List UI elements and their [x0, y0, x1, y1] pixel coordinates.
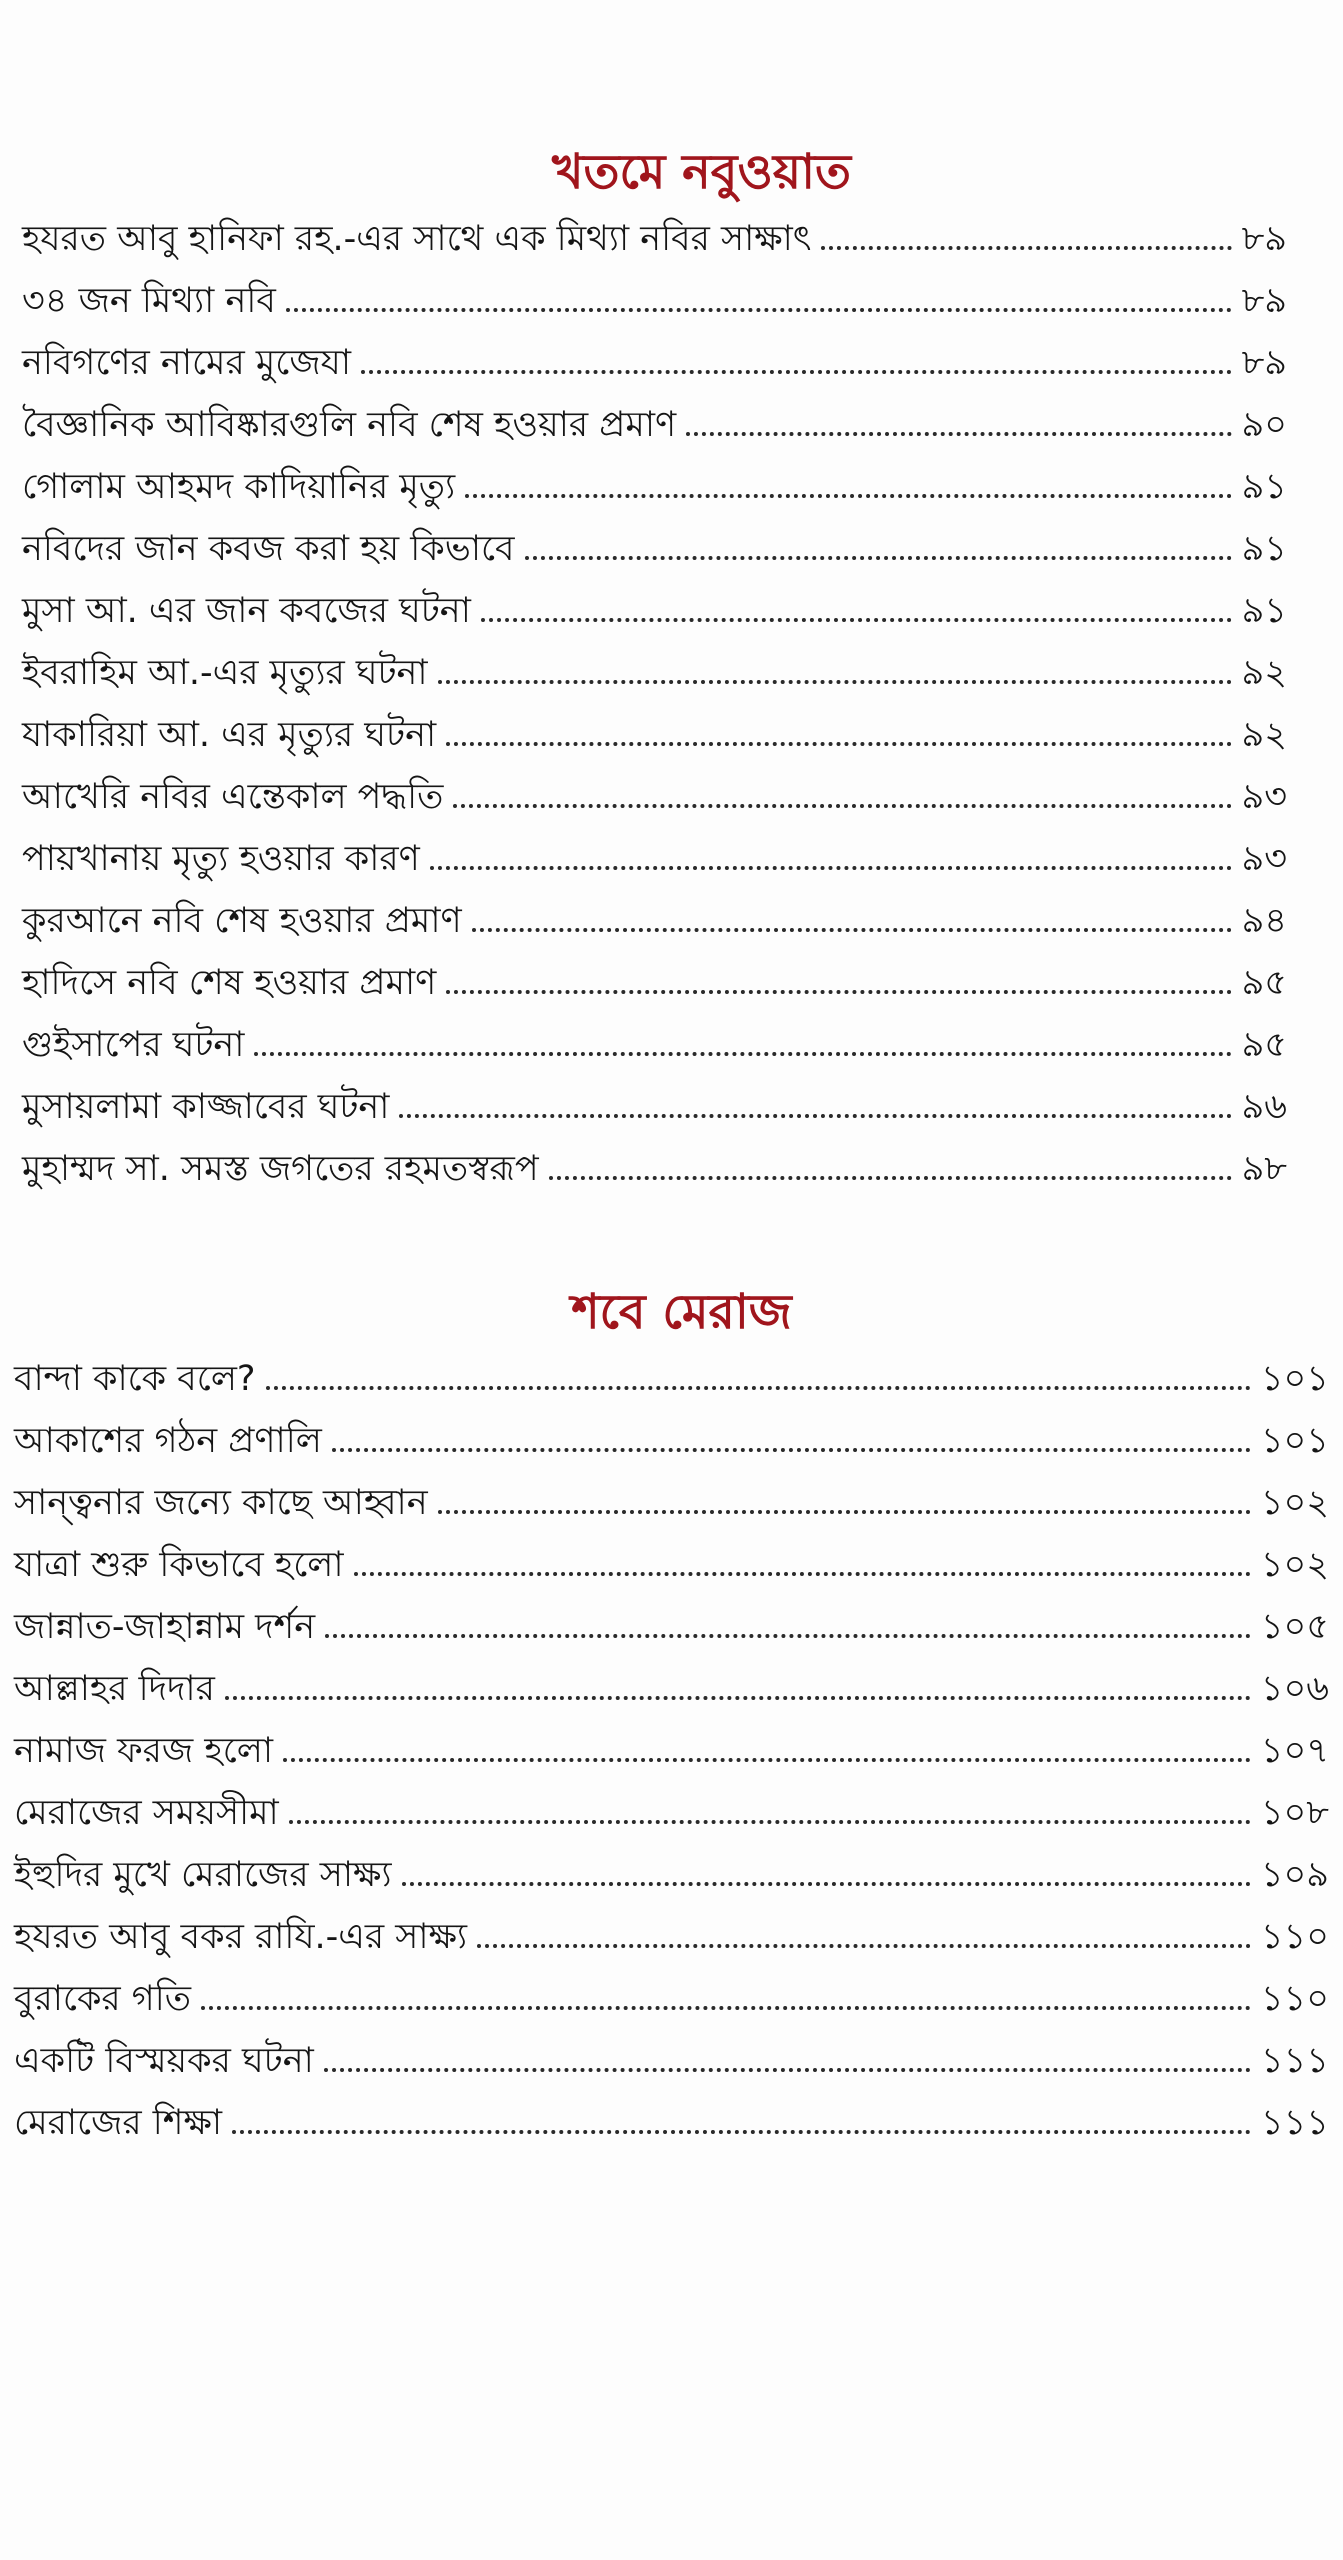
- toc-entry: [14, 1534, 1329, 1596]
- toc-entry-page: ৯৩: [1241, 839, 1287, 879]
- toc-entry-title: হাদিসে নবি শেষ হওয়ার প্রমাণ: [22, 963, 437, 1003]
- toc-entry: [14, 1844, 1329, 1906]
- toc-entry-page: ৮৯: [1241, 343, 1287, 383]
- dot-leader: [438, 680, 1232, 684]
- toc-entry: [22, 890, 1287, 952]
- toc-entry-page: ৯৩: [1241, 777, 1287, 817]
- toc-entry-page: ১০৭: [1260, 1731, 1329, 1771]
- dot-leader: [472, 928, 1232, 932]
- toc-entry: [22, 270, 1287, 332]
- dot-leader: [324, 2068, 1251, 2072]
- dot-leader: [254, 1052, 1231, 1056]
- toc-entry-title: যাত্রা শুরু কিভাবে হলো: [14, 1545, 344, 1585]
- toc-entry: [22, 208, 1287, 270]
- toc-entry-title: হযরত আবু হানিফা রহ.-এর সাথে এক মিথ্যা নবির সাক্ষাৎ: [22, 219, 812, 259]
- dot-leader: [289, 1820, 1251, 1824]
- toc-entry-page: ৯০: [1241, 405, 1287, 445]
- toc-entry: [22, 766, 1287, 828]
- toc-entry-title: আল্লাহর দিদার: [14, 1669, 215, 1709]
- dot-leader: [325, 1634, 1251, 1638]
- toc-entry-title: ইহুদির মুখে মেরাজের সাক্ষ্য: [14, 1855, 392, 1895]
- toc-entry: [22, 456, 1287, 518]
- dot-leader: [465, 494, 1231, 498]
- dot-leader: [477, 1944, 1251, 1948]
- dot-leader: [232, 2130, 1251, 2134]
- toc-entry-page: ১১০: [1260, 1917, 1329, 1957]
- toc-entry: [22, 828, 1287, 890]
- section-title: খতমে নবুওয়াত: [551, 144, 852, 200]
- dot-leader: [686, 432, 1231, 436]
- toc-entry-title: গুইসাপের ঘটনা: [22, 1025, 245, 1065]
- toc-entry: [22, 952, 1287, 1014]
- toc-list: [0, 208, 1287, 1200]
- section-title: শবে মেরাজ: [571, 1284, 792, 1340]
- dot-leader: [453, 804, 1231, 808]
- toc-entry-title: বৈজ্ঞানিক আবিষ্কারগুলি নবি শেষ হওয়ার প্রমাণ: [22, 405, 677, 445]
- toc-entry-page: ১০১: [1260, 1359, 1329, 1399]
- toc-entry-page: ১০৫: [1260, 1607, 1329, 1647]
- toc-entry-page: ১১০: [1260, 1979, 1329, 2019]
- toc-entry: [14, 1968, 1329, 2030]
- toc-entry: [14, 2092, 1329, 2154]
- toc-entry-title: মেরাজের সময়সীমা: [14, 1793, 279, 1833]
- dot-leader: [332, 1448, 1251, 1452]
- dot-leader: [225, 1696, 1251, 1700]
- toc-entry-page: ১০৬: [1260, 1669, 1329, 1709]
- toc-entry: [22, 580, 1287, 642]
- toc-entry-page: ৯১: [1241, 529, 1287, 569]
- dot-leader: [201, 2006, 1251, 2010]
- toc-entry-title: যাকারিয়া আ. এর মৃত্যুর ঘটনা: [22, 715, 437, 755]
- toc-entry-page: ৯৫: [1241, 1025, 1287, 1065]
- toc-entry-page: ১০১: [1260, 1421, 1329, 1461]
- dot-leader: [446, 990, 1231, 994]
- toc-entry: [22, 704, 1287, 766]
- toc-section-khatme-nabuwat: [0, 140, 1343, 1200]
- toc-entry-page: ১০২: [1260, 1545, 1329, 1585]
- toc-entry-page: ১১১: [1260, 2041, 1329, 2081]
- dot-leader: [525, 556, 1232, 560]
- toc-entry-page: ৯১: [1241, 591, 1287, 631]
- toc-entry-title: মেরাজের শিক্ষা: [14, 2103, 223, 2143]
- toc-entry-page: ৯৮: [1241, 1149, 1287, 1189]
- toc-entry-page: ৯২: [1241, 715, 1287, 755]
- toc-entry-title: কুরআনে নবি শেষ হওয়ার প্রমাণ: [22, 901, 462, 941]
- toc-section-shabe-meraj: [0, 1280, 1343, 2154]
- toc-entry: [22, 1076, 1287, 1138]
- toc-entry-page: ১১১: [1260, 2103, 1329, 2143]
- toc-entry-page: ৯১: [1241, 467, 1287, 507]
- toc-entry-page: ৮৯: [1241, 219, 1287, 259]
- toc-entry-title: গোলাম আহমদ কাদিয়ানির মৃত্যু: [22, 467, 456, 507]
- toc-entry-title: মুসায়লামা কাজ্জাবের ঘটনা: [22, 1087, 390, 1127]
- toc-list: [0, 1348, 1329, 2154]
- dot-leader: [266, 1386, 1251, 1390]
- toc-entry: [22, 518, 1287, 580]
- toc-entry: [14, 1472, 1329, 1534]
- toc-entry: [14, 1596, 1329, 1658]
- toc-entry-page: ৯২: [1241, 653, 1287, 693]
- dot-leader: [354, 1572, 1251, 1576]
- toc-entry-page: ১০২: [1260, 1483, 1329, 1523]
- toc-entry: [14, 1720, 1329, 1782]
- toc-entry-title: জান্নাত-জাহান্নাম দর্শন: [14, 1607, 316, 1647]
- toc-entry-title: ৩৪ জন মিথ্যা নবি: [22, 281, 276, 321]
- toc-entry-page: ৮৯: [1241, 281, 1287, 321]
- dot-leader: [821, 246, 1231, 250]
- toc-entry-title: একটি বিস্ময়কর ঘটনা: [14, 2041, 314, 2081]
- dot-leader: [402, 1882, 1251, 1886]
- toc-entry-page: ৯৪: [1241, 901, 1287, 941]
- toc-entry-title: নবিদের জান কবজ করা হয় কিভাবে: [22, 529, 515, 569]
- toc-entry-title: আকাশের গঠন প্রণালি: [14, 1421, 322, 1461]
- toc-entry-title: সান্ত্বনার জন্যে কাছে আহ্বান: [14, 1483, 428, 1523]
- toc-entry-title: নামাজ ফরজ হলো: [14, 1731, 274, 1771]
- toc-entry-title: হযরত আবু বকর রাযি.-এর সাক্ষ্য: [14, 1917, 468, 1957]
- toc-entry: [14, 1658, 1329, 1720]
- dot-leader: [361, 370, 1232, 374]
- toc-entry: [22, 1014, 1287, 1076]
- toc-entry: [14, 1410, 1329, 1472]
- dot-leader: [438, 1510, 1251, 1514]
- dot-leader: [446, 742, 1231, 746]
- toc-entry-title: মুহাম্মদ সা. সমস্ত জগতের রহমতস্বরূপ: [22, 1149, 539, 1189]
- toc-entry: [22, 1138, 1287, 1200]
- toc-entry: [14, 1348, 1329, 1410]
- dot-leader: [283, 1758, 1251, 1762]
- toc-entry-title: পায়খানায় মৃত্যু হওয়ার কারণ: [22, 839, 420, 879]
- toc-entry-title: মুসা আ. এর জান কবজের ঘটনা: [22, 591, 471, 631]
- dot-leader: [399, 1114, 1231, 1118]
- dot-leader: [481, 618, 1232, 622]
- toc-entry-page: ১০৮: [1260, 1793, 1329, 1833]
- dot-leader: [286, 308, 1232, 312]
- toc-entry-page: ৯৫: [1241, 963, 1287, 1003]
- toc-entry: [22, 394, 1287, 456]
- toc-entry-title: বান্দা কাকে বলে?: [14, 1359, 256, 1399]
- toc-entry: [22, 332, 1287, 394]
- toc-entry-title: বুরাকের গতি: [14, 1979, 192, 2019]
- toc-entry: [14, 1782, 1329, 1844]
- toc-entry-title: নবিগণের নামের মুজেযা: [22, 343, 351, 383]
- toc-entry-page: ৯৬: [1241, 1087, 1287, 1127]
- dot-leader: [430, 866, 1232, 870]
- toc-entry-title: আখেরি নবির এন্তেকাল পদ্ধতি: [22, 777, 444, 817]
- toc-entry-page: ১০৯: [1260, 1855, 1329, 1895]
- toc-entry: [14, 2030, 1329, 2092]
- toc-entry: [14, 1906, 1329, 1968]
- dot-leader: [549, 1176, 1232, 1180]
- toc-entry-title: ইবরাহিম আ.-এর মৃত্যুর ঘটনা: [22, 653, 428, 693]
- toc-entry: [22, 642, 1287, 704]
